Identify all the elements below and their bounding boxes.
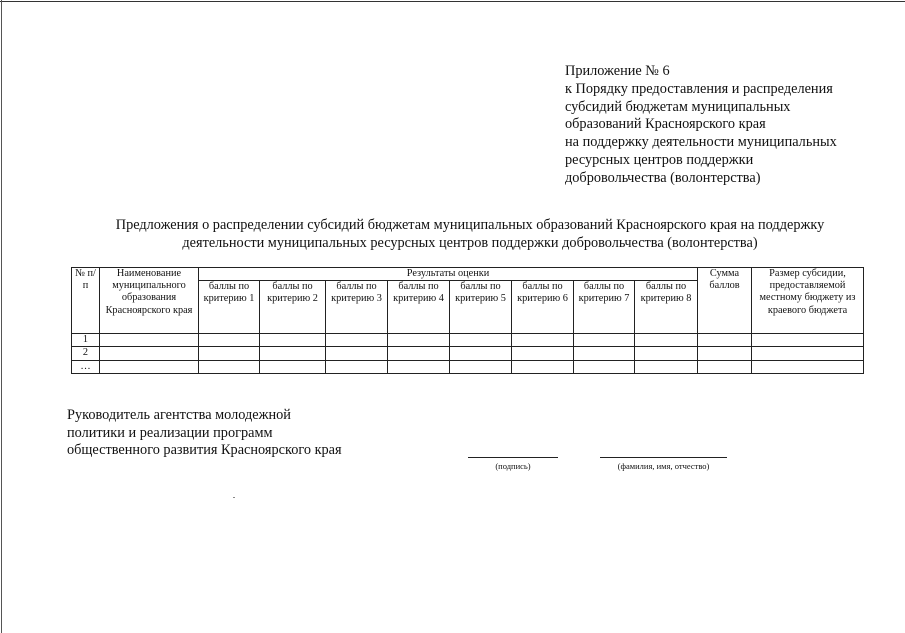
header-criterion-6: баллы по критерию 6 (512, 281, 574, 334)
appendix-line: субсидий бюджетам муниципальных (565, 98, 791, 115)
table-cell (698, 360, 752, 373)
table-cell (199, 360, 260, 373)
row-number: … (72, 360, 100, 373)
page-border-top (0, 1, 905, 2)
table-cell (450, 334, 512, 347)
row-number: 2 (72, 347, 100, 360)
header-criterion-3: баллы по критерию 3 (326, 281, 388, 334)
table-cell (326, 360, 388, 373)
table-cell (260, 334, 326, 347)
table-cell (100, 347, 199, 360)
signature-caption: (подпись) (495, 461, 531, 471)
appendix-line: образований Красноярского края (565, 116, 766, 133)
table-cell (512, 347, 574, 360)
table-cell (574, 347, 635, 360)
table-cell (450, 347, 512, 360)
full-name-caption: (фамилия, имя, отчество) (617, 461, 710, 471)
header-criterion-2: баллы по критерию 2 (260, 281, 326, 334)
header-criterion-1: баллы по критерию 1 (199, 281, 260, 334)
table-cell (388, 360, 450, 373)
table-cell (635, 334, 698, 347)
scan-speck (233, 497, 235, 498)
table-cell (326, 347, 388, 360)
header-criterion-7: баллы по критерию 7 (574, 281, 635, 334)
table-cell (574, 360, 635, 373)
table-cell (698, 334, 752, 347)
table-cell (752, 360, 864, 373)
table-cell (260, 347, 326, 360)
table-row (72, 360, 864, 373)
appendix-block (565, 63, 895, 188)
header-criterion-8: баллы по критерию 8 (635, 281, 698, 334)
title-line: деятельности муниципальных ресурсных центров поддержки добровольчества (волонтерства) (182, 234, 758, 251)
distribution-table (71, 267, 864, 374)
table-cell (635, 347, 698, 360)
table-cell (388, 334, 450, 347)
appendix-line: добровольчества (волонтерства) (565, 169, 761, 186)
signature-line (468, 457, 558, 458)
table-cell (199, 347, 260, 360)
full-name-line (600, 457, 727, 458)
table-cell (100, 360, 199, 373)
table-cell (698, 347, 752, 360)
page-border-left (1, 0, 2, 633)
signer-line: общественного развития Красноярского края (67, 442, 342, 459)
table-row (72, 334, 864, 347)
header-subsidy-amount: Размер субсидии, предоставляемой местному бюджету из краевого бюджета (752, 268, 864, 334)
title-line: Предложения о распределении субсидий бюджетам муниципальных образований Красноярского края на поддержку (115, 217, 825, 233)
table-cell (100, 334, 199, 347)
table-cell (574, 334, 635, 347)
header-municipality: Наименование муниципального образования Красноярского края (100, 268, 199, 334)
appendix-line: ресурсных центров поддержки (565, 151, 754, 168)
header-evaluation-results: Результаты оценки (199, 268, 698, 281)
table-cell (199, 334, 260, 347)
table-cell (752, 347, 864, 360)
header-score-sum: Сумма баллов (698, 268, 752, 334)
table-cell (512, 334, 574, 347)
table-cell (326, 334, 388, 347)
header-row-number: № п/п (72, 268, 100, 334)
table-cell (752, 334, 864, 347)
table-cell (450, 360, 512, 373)
signer-position (67, 407, 342, 460)
table-cell (260, 360, 326, 373)
appendix-line: к Порядку предоставления и распределения (565, 80, 833, 97)
row-number: 1 (72, 334, 100, 347)
table-cell (635, 360, 698, 373)
header-criterion-5: баллы по критерию 5 (450, 281, 512, 334)
table-cell (388, 347, 450, 360)
appendix-line: на поддержку деятельности муниципальных (565, 134, 837, 151)
header-criterion-4: баллы по критерию 4 (388, 281, 450, 334)
signer-line: Руководитель агентства молодежной (67, 407, 291, 423)
table-row (72, 347, 864, 360)
signer-line: политики и реализации программ (67, 424, 273, 441)
appendix-line: Приложение № 6 (565, 63, 670, 79)
table-cell (512, 360, 574, 373)
document-title (60, 217, 880, 252)
